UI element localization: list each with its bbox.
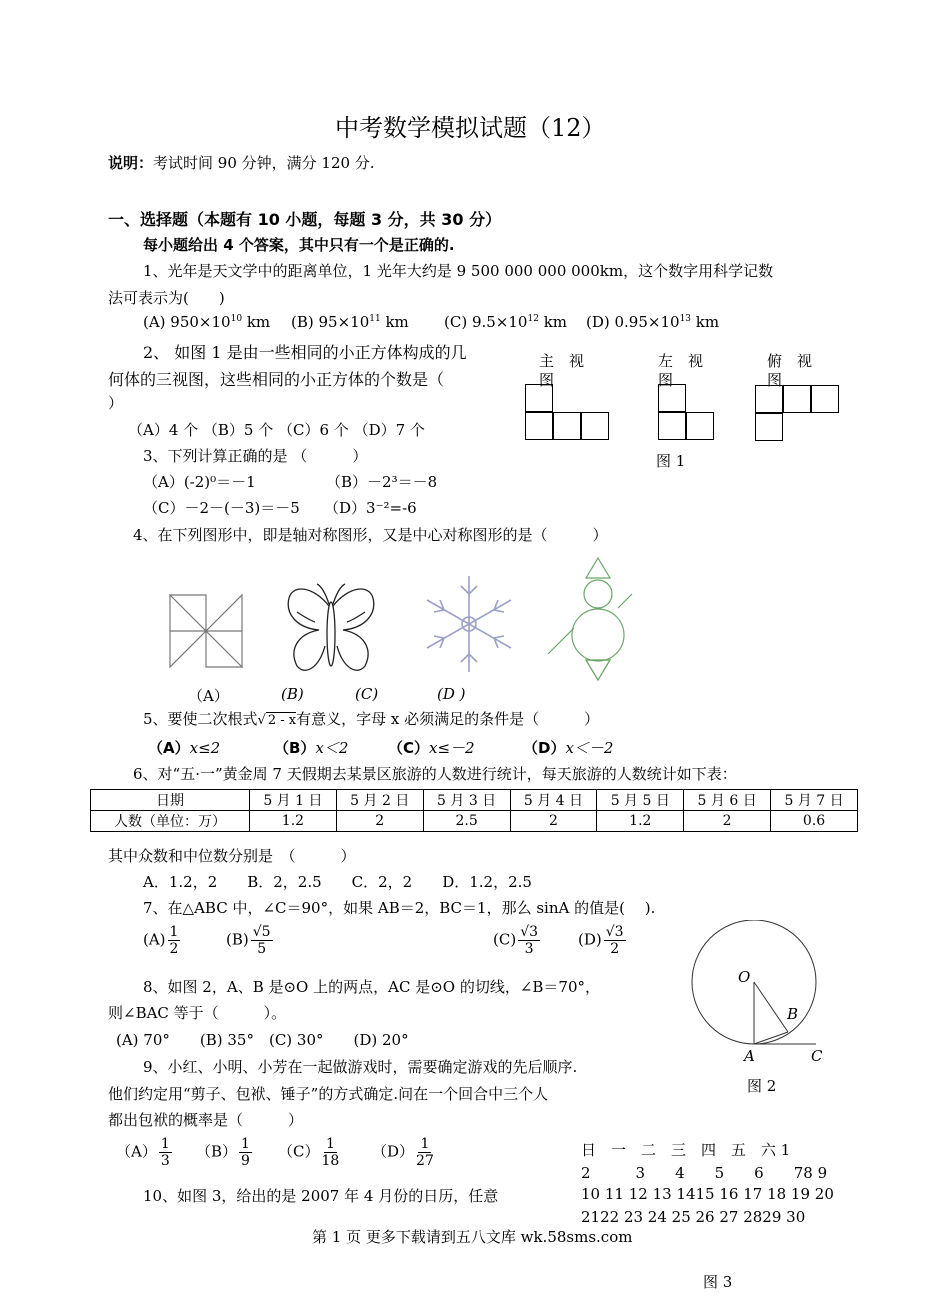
q8-line1: 8、如图 2，A、B 是⊙O 上的两点，AC 是⊙O 的切线，∠B＝70°， (143, 978, 601, 996)
q6-table (90, 789, 858, 832)
q5-option-b: （B）x＜2 (274, 739, 349, 757)
table-cell: 2 (510, 811, 597, 832)
q7-option-b: (B) $\frac{√5}{5}$ (226, 924, 271, 957)
table-cell: 1.2 (250, 811, 337, 832)
calendar-row-2: 2 3 4 5 6 78 9 (581, 1164, 828, 1182)
q9-option-b: （B） $\frac{1}{9}$ (196, 1136, 250, 1169)
table-cell: 5 月 7 日 (771, 790, 858, 811)
q1-line1: 1、光年是天文学中的距离单位，1 光年大约是 9 500 000 000 000km，这个数字用科学记数 (143, 262, 774, 280)
calendar-row-3: 10 11 12 13 1415 16 17 18 19 20 (581, 1185, 834, 1203)
table-cell: 0.6 (771, 811, 858, 832)
q9-line2: 他们约定用“剪子、包袱、锤子”的方式确定.问在一个回合中三个人 (108, 1085, 549, 1103)
table-cell: 人数（单位：万） (91, 811, 250, 832)
q2-line1: 2、 如图 1 是由一些相同的小正方体构成的几 (143, 343, 467, 362)
snowman-figure (546, 556, 636, 682)
q1-option-d: (D) $0.95\times 10^{13}$ km (586, 313, 720, 331)
q5-option-d: （D）x＜－2 (523, 739, 614, 757)
table-cell: 2 (684, 811, 771, 832)
pinwheel-figure (168, 593, 244, 669)
table-cell: 2 (336, 811, 423, 832)
q4-label-d: (D ) (437, 685, 466, 703)
q4-label-b: (B) (281, 685, 304, 703)
section-note: 每小题给出 4 个答案，其中只有一个是正确的. (143, 236, 455, 254)
view-top-label: 俯 视 (767, 352, 813, 370)
butterfly-figure (283, 576, 379, 680)
q9-line3: 都出包袱的概率是（ ） (108, 1111, 304, 1129)
q3-stem: 3、下列计算正确的是 （ ） (143, 447, 368, 465)
intro (108, 152, 375, 173)
q2-options: （A）4 个 （B）5 个 （C）6 个 （D）7 个 (128, 421, 425, 439)
q5-stem: 5、要使二次根式√ 2 - x有意义，字母 x 必须满足的条件是（ ） (143, 710, 600, 728)
q7-option-c: (C) $\frac{√3}{3}$ (493, 924, 539, 957)
q4-label-c: (C) (355, 685, 379, 703)
fig2-point-a: A (744, 1047, 755, 1065)
q8-line2: 则∠BAC 等于（ ）。 (108, 1004, 287, 1022)
table-cell: 5 月 3 日 (423, 790, 510, 811)
table-cell: 5 月 2 日 (336, 790, 423, 811)
intro-label: 说明： (108, 154, 154, 172)
q5-option-a: （A）x≤2 (148, 739, 221, 757)
table-cell: 5 月 5 日 (597, 790, 684, 811)
q6-options: A．1.2，2 B．2，2.5 C．2，2 D．1.2，2.5 (143, 873, 532, 891)
q4-label-a: （A） (188, 687, 229, 705)
q1-option-b: (B) $95\times 10^{11}$ km (291, 313, 409, 331)
table-cell: 1.2 (597, 811, 684, 832)
fig2-point-c: C (811, 1047, 823, 1065)
q3-option-c: （C）－2－(－3)＝－5 (143, 499, 300, 517)
q3-option-b: （B）－2³＝－8 (326, 473, 438, 491)
q6-stem: 6、对“五·一”黄金周 7 天假期去某景区旅游的人数进行统计，每天旅游的人数统计如下表： (133, 765, 737, 783)
snowflake-figure (420, 572, 518, 676)
fig3-label: 图 3 (703, 1273, 733, 1291)
q5-option-c: （C）x≤－2 (388, 739, 475, 757)
q3-option-a: （A）(-2)⁰＝－1 (143, 473, 256, 491)
q3-option-d: （D）3⁻²=-6 (324, 499, 417, 517)
view-top-label2: 图 (767, 371, 783, 389)
fig2-point-b: B (787, 1005, 799, 1023)
table-cell: 2.5 (423, 811, 510, 832)
calendar-row-4: 2122 23 24 25 26 27 2829 30 (581, 1208, 806, 1226)
table-cell: 日期 (91, 790, 250, 811)
q9-option-a: （A） $\frac{1}{3}$ (116, 1136, 170, 1169)
view-front-label2: 图 (539, 371, 555, 389)
q7-stem: 7、在△ABC 中，∠C＝90°，如果 AB＝2，BC＝1，那么 sinA 的值是( ). (143, 899, 656, 917)
fig2-point-o: O (738, 968, 751, 986)
view-left-label2: 图 (658, 371, 674, 389)
q4-stem: 4、在下列图形中，即是轴对称图形，又是中心对称图形的是（ ） (133, 526, 608, 544)
q7-option-d: (D) $\frac{√3}{2}$ (578, 924, 624, 957)
view-front-label: 主 视 (539, 352, 585, 370)
table-cell: 5 月 6 日 (684, 790, 771, 811)
q10-line1: 10、如图 3，给出的是 2007 年 4 月份的日历，任意 (143, 1187, 499, 1205)
q1-option-a: (A) $950\times 10^{10}$ km (143, 313, 271, 331)
q2-line3: ） (108, 394, 124, 412)
table-cell: 5 月 4 日 (510, 790, 597, 811)
q2-line2: 何体的三视图，这些相同的小正方体的个数是（ (108, 370, 445, 389)
fig2-label: 图 2 (747, 1077, 777, 1095)
q1-line2: 法可表示为( ) (108, 289, 225, 307)
table-cell: 5 月 1 日 (250, 790, 337, 811)
table-row (91, 811, 858, 832)
table-row (91, 790, 858, 811)
calendar-row-1: 日 一 二 三 四 五 六 1 (581, 1141, 791, 1159)
view-left-label: 左 视 (658, 352, 704, 370)
fig1-label: 图 1 (656, 452, 686, 470)
q6-question: 其中众数和中位数分别是 （ ） (108, 847, 356, 865)
page-footer: 第 1 页 更多下载请到五八文库 wk.58sms.com (312, 1228, 633, 1246)
circle-figure (688, 920, 838, 1050)
q9-option-d: （D） $\frac{1}{27}$ (372, 1136, 434, 1169)
q8-options: (A) 70° (B) 35° (C) 30° (D) 20° (116, 1031, 409, 1049)
q9-line1: 9、小红、小明、小芳在一起做游戏时，需要确定游戏的先后顺序. (143, 1058, 578, 1076)
q1-option-c: (C) $9.5\times 10^{12}$ km (444, 313, 568, 331)
page-title: 中考数学模拟试题（12） (335, 114, 606, 142)
q7-option-a: (A) $\frac{1}{2}$ (143, 924, 179, 957)
section-heading: 一、选择题（本题有 10 小题，每题 3 分，共 30 分） (108, 210, 502, 229)
q9-option-c: （C） $\frac{1}{18}$ (278, 1136, 340, 1169)
intro-text: 考试时间 90 分钟，满分 120 分. (153, 154, 375, 172)
